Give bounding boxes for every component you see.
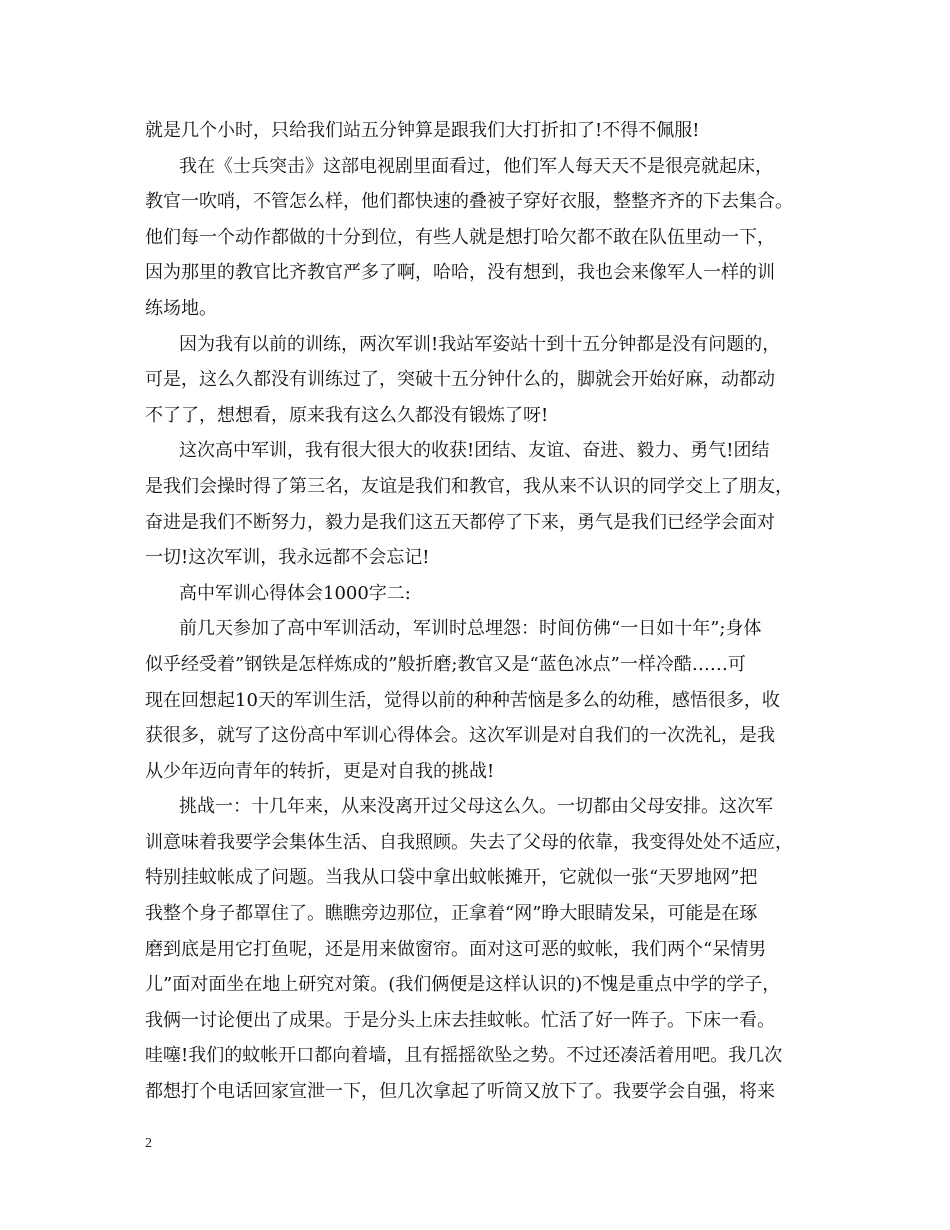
- text-line: 磨到底是用它打鱼呢，还是用来做窗帘。面对这可恶的蚊帐，我们两个“呆情男: [145, 938, 767, 960]
- text-line: 是我们会操时得了第三名，友谊是我们和教官，我从来不认识的同学交上了朋友，: [145, 475, 793, 497]
- text-line: 他们每一个动作都做的十分到位，有些人就是想打哈欠都不敢在队伍里动一下，: [145, 226, 775, 248]
- paragraph-start-line: 挑战一：十几年来，从来没离开过父母这么久。一切都由父母安排。这次军: [179, 796, 773, 818]
- text-line: 似乎经受着”钢铁是怎样炼成的”般折磨;教官又是“蓝色冰点”一样冷酷……可: [145, 653, 746, 675]
- text-line: 不了了，想想看，原来我有这么久都没有锻炼了呀!: [145, 404, 549, 426]
- text-line: 奋进是我们不断努力，毅力是我们这五天都停了下来，勇气是我们已经学会面对: [145, 511, 775, 533]
- text-line: 获很多，就写了这份高中军训心得体会。这次军训是对自我们的一次洗礼，是我: [145, 725, 775, 747]
- text-line: 哇噻!我们的蚊帐开口都向着墙，且有摇摇欲坠之势。不过还凑活着用吧。我几次: [145, 1045, 783, 1067]
- document-body: [145, 113, 835, 1110]
- text-line: 就是几个小时，只给我们站五分钟算是跟我们大打折扣了!不得不佩服!: [145, 120, 700, 141]
- text-line: 可是，这么久都没有训练过了，突破十五分钟什么的，脚就会开始好麻，动都动: [145, 369, 775, 391]
- text-line: 儿”面对面坐在地上研究对策。(我们俩便是这样认识的)不愧是重点中学的学子，: [145, 974, 781, 996]
- text-line: 教官一吹哨，不管怎么样，他们都快速的叠被子穿好衣服，整整齐齐的下去集合。: [145, 191, 793, 213]
- text-line: 现在回想起10天的军训生活，觉得以前的种种苦恼是多么的幼稚，感悟很多，收: [145, 689, 780, 711]
- text-line: 练场地。: [145, 297, 217, 319]
- text-line: 一切!这次军训，我永远都不会忘记!: [145, 547, 430, 569]
- text-line: 从少年迈向青年的转折，更是对自我的挑战!: [145, 760, 495, 782]
- text-line: 都想打个电话回家宣泄一下，但几次拿起了听筒又放下了。我要学会自强，将来: [145, 1081, 775, 1103]
- text-line: 我俩一讨论便出了成果。于是分头上床去挂蚊帐。忙活了好一阵子。下床一看。: [145, 1009, 775, 1031]
- text-line: 特别挂蚊帐成了问题。当我从口袋中拿出蚊帐摊开，它就似一张“天罗地网”把: [145, 867, 758, 889]
- paragraph-start-line: 前几天参加了高中军训活动，军训时总埋怨：时间仿佛“一日如十年”;身体: [179, 618, 762, 640]
- text-line: 训意味着我要学会集体生活、自我照顾。失去了父母的依靠，我变得处处不适应，: [145, 831, 793, 853]
- page-number: 2: [145, 1136, 152, 1151]
- text-line: 因为那里的教官比齐教官严多了啊，哈哈，没有想到，我也会来像军人一样的训: [145, 262, 775, 284]
- paragraph-start-line: 这次高中军训，我有很大很大的收获!团结、友谊、奋进、毅力、勇气!团结: [179, 440, 770, 462]
- section-heading: 高中军训心得体会1000字二:: [179, 582, 411, 604]
- paragraph-start-line: 因为我有以前的训练，两次军训!我站军姿站十到十五分钟都是没有问题的，: [179, 333, 781, 355]
- text-line: 我整个身子都罩住了。瞧瞧旁边那位，正拿着“网”睁大眼睛发呆，可能是在琢: [145, 903, 758, 925]
- paragraph-start-line: 我在《士兵突击》这部电视剧里面看过，他们军人每天天不是很亮就起床，: [179, 155, 773, 177]
